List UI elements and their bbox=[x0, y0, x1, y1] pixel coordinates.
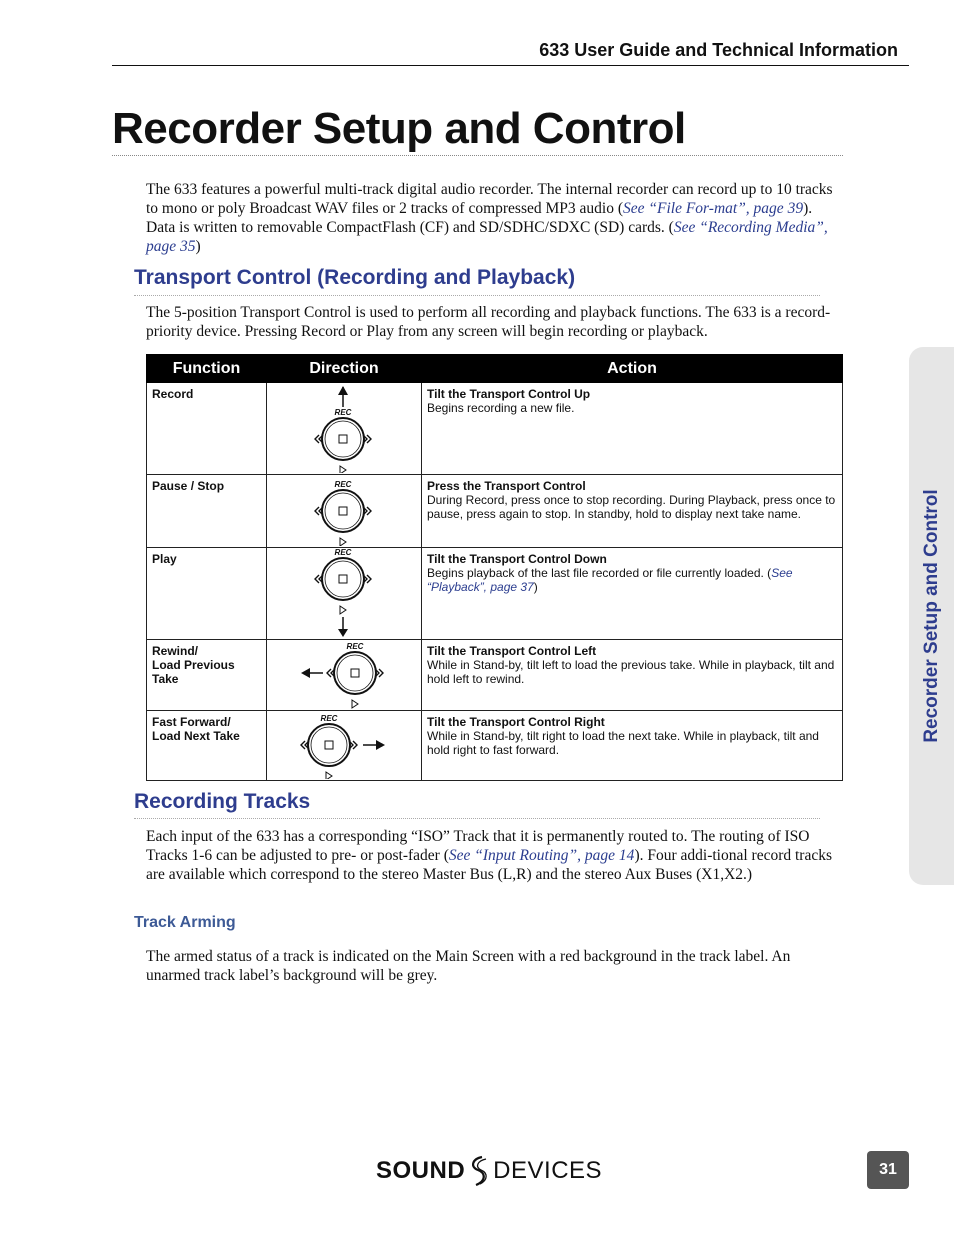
control-inner-ring bbox=[325, 561, 361, 597]
header-function: Function bbox=[147, 355, 267, 383]
function-cell: Rewind/ Load Previous Take bbox=[147, 640, 267, 711]
table-row bbox=[147, 711, 843, 781]
transport-control-right-icon bbox=[267, 711, 421, 779]
recording-tracks-text-2: ). Four addi-tional record tracks are available which correspond to the stereo Master Bus (L,R) and the stereo Aux Buses (X1,X2.) bbox=[146, 847, 832, 883]
track-arming-heading: Track Arming bbox=[134, 914, 236, 931]
header-action: Action bbox=[422, 355, 843, 383]
stop-square bbox=[339, 507, 347, 515]
rec-label: REC bbox=[334, 408, 352, 417]
control-inner-ring bbox=[311, 727, 347, 763]
action-cell bbox=[422, 475, 843, 548]
intro-paragraph bbox=[146, 180, 841, 256]
action-text: During Record, press once to stop recording. During Playback, press once to pause, press again to stop. In standby, hold to display next take name. bbox=[427, 493, 836, 521]
function-cell: Record bbox=[147, 383, 267, 475]
logo-devices: DEVICES bbox=[493, 1157, 603, 1184]
logo-sound: SOUND bbox=[376, 1157, 466, 1184]
function-cell: Pause / Stop bbox=[147, 475, 267, 548]
control-outer-ring bbox=[334, 652, 376, 694]
rec-label: REC bbox=[334, 548, 352, 557]
transport-heading-rule bbox=[134, 295, 820, 296]
control-inner-ring bbox=[325, 421, 361, 457]
transport-heading: Transport Control (Recording and Playback) bbox=[134, 266, 576, 289]
action-description bbox=[427, 729, 837, 757]
action-description bbox=[427, 493, 837, 521]
action-description bbox=[427, 401, 837, 415]
control-outer-ring bbox=[308, 724, 350, 766]
title-divider bbox=[112, 155, 843, 156]
direction-cell bbox=[267, 640, 422, 711]
chapter-side-tab bbox=[909, 347, 954, 885]
recording-tracks-rule bbox=[134, 818, 820, 819]
play-triangle bbox=[340, 466, 346, 473]
side-tab-label: Recorder Setup and Control bbox=[920, 489, 942, 743]
rec-label: REC bbox=[334, 480, 352, 489]
control-inner-ring bbox=[325, 493, 361, 529]
table-row bbox=[147, 548, 843, 640]
action-text-after: ) bbox=[533, 580, 538, 594]
action-cell bbox=[422, 548, 843, 640]
stop-square bbox=[325, 741, 333, 749]
transport-paragraph: The 5-position Transport Control is used to perform all recording and playback functions. The 633 is a record-priority device. Pressing Record or Play from any screen will begin recording or playback. bbox=[146, 304, 831, 340]
xref-playback-link[interactable]: See “Playback”, page 37 bbox=[427, 566, 793, 594]
transport-control-down-icon bbox=[267, 548, 421, 638]
recording-tracks-text-1: Each input of the 633 has a corresponding “ISO” Track that it is permanently routed to. The routing of ISO Tracks 1-6 can be adjusted to pre- or post-fader ( bbox=[146, 828, 810, 864]
arrow-right-head bbox=[376, 740, 385, 750]
arrow-down-head bbox=[338, 629, 348, 637]
action-cell bbox=[422, 711, 843, 781]
stop-square bbox=[351, 669, 359, 677]
xref-input-routing-link[interactable]: See “Input Routing”, page 14 bbox=[448, 847, 635, 864]
direction-cell bbox=[267, 711, 422, 781]
arrow-left-head bbox=[301, 668, 310, 678]
control-outer-ring bbox=[322, 558, 364, 600]
arrow-up-head bbox=[338, 386, 348, 395]
track-arming-paragraph: The armed status of a track is indicated on the Main Screen with a red background in the track label. An unarmed track label’s background will be grey. bbox=[146, 948, 791, 984]
stop-square bbox=[339, 435, 347, 443]
action-title: Press the Transport Control bbox=[427, 479, 586, 493]
play-triangle bbox=[340, 538, 346, 546]
direction-cell bbox=[267, 548, 422, 640]
action-cell bbox=[422, 383, 843, 475]
header-rule bbox=[112, 65, 909, 66]
play-triangle bbox=[352, 700, 358, 708]
sound-devices-logo bbox=[376, 1155, 602, 1187]
function-cell: Fast Forward/ Load Next Take bbox=[147, 711, 267, 781]
control-outer-ring bbox=[322, 490, 364, 532]
recording-tracks-paragraph bbox=[146, 827, 841, 884]
recording-tracks-heading: Recording Tracks bbox=[134, 790, 311, 813]
table-row bbox=[147, 640, 843, 711]
play-triangle bbox=[326, 772, 332, 779]
action-title: Tilt the Transport Control Right bbox=[427, 715, 605, 729]
running-header: 633 User Guide and Technical Information bbox=[539, 40, 898, 60]
control-inner-ring bbox=[337, 655, 373, 691]
stop-square bbox=[339, 575, 347, 583]
xref-recording-media-link[interactable]: See “Recording Media”, page 35 bbox=[146, 219, 828, 255]
intro-text-2: ). Data is written to removable CompactFlash (CF) and SD/SDHC/SDXC (SD) cards. ( bbox=[146, 200, 813, 236]
logo-swirl-icon bbox=[466, 1155, 492, 1187]
action-text: While in Stand-by, tilt right to load the next take. While in playback, tilt and hold right to fast forward. bbox=[427, 729, 819, 757]
action-title: Tilt the Transport Control Down bbox=[427, 552, 607, 566]
action-text: Begins playback of the last file recorded or file currently loaded. ( bbox=[427, 566, 772, 580]
direction-cell bbox=[267, 383, 422, 475]
transport-control-up-icon bbox=[267, 383, 421, 473]
rec-label: REC bbox=[320, 714, 338, 723]
transport-control-press-icon bbox=[267, 475, 421, 546]
function-cell: Play bbox=[147, 548, 267, 640]
action-text: While in Stand-by, tilt left to load the previous take. While in playback, tilt and hold left to rewind. bbox=[427, 658, 835, 686]
intro-text-3: ) bbox=[195, 238, 201, 255]
table-header-row bbox=[147, 355, 843, 383]
control-outer-ring bbox=[322, 418, 364, 460]
action-description bbox=[427, 566, 837, 594]
page-title: Recorder Setup and Control bbox=[112, 104, 686, 153]
action-title: Tilt the Transport Control Up bbox=[427, 387, 591, 401]
play-triangle bbox=[340, 606, 346, 614]
action-description bbox=[427, 658, 837, 686]
page-number-badge: 31 bbox=[867, 1151, 909, 1189]
action-title: Tilt the Transport Control Left bbox=[427, 644, 597, 658]
transport-control-table bbox=[146, 354, 843, 781]
direction-cell bbox=[267, 475, 422, 548]
rec-label: REC bbox=[346, 642, 364, 651]
table-row bbox=[147, 383, 843, 475]
action-text: Begins recording a new file. bbox=[427, 401, 575, 415]
intro-text-1: The 633 features a powerful multi-track digital audio recorder. The internal recorder can record up to 10 tracks to mono or poly Broadcast WAV files or 2 tracks of compressed MP3 audio ( bbox=[146, 181, 833, 217]
action-cell bbox=[422, 640, 843, 711]
table-row bbox=[147, 475, 843, 548]
transport-control-left-icon bbox=[267, 640, 421, 709]
header-direction: Direction bbox=[267, 355, 422, 383]
xref-file-format-link[interactable]: See “File For-mat”, page 39 bbox=[623, 200, 804, 217]
